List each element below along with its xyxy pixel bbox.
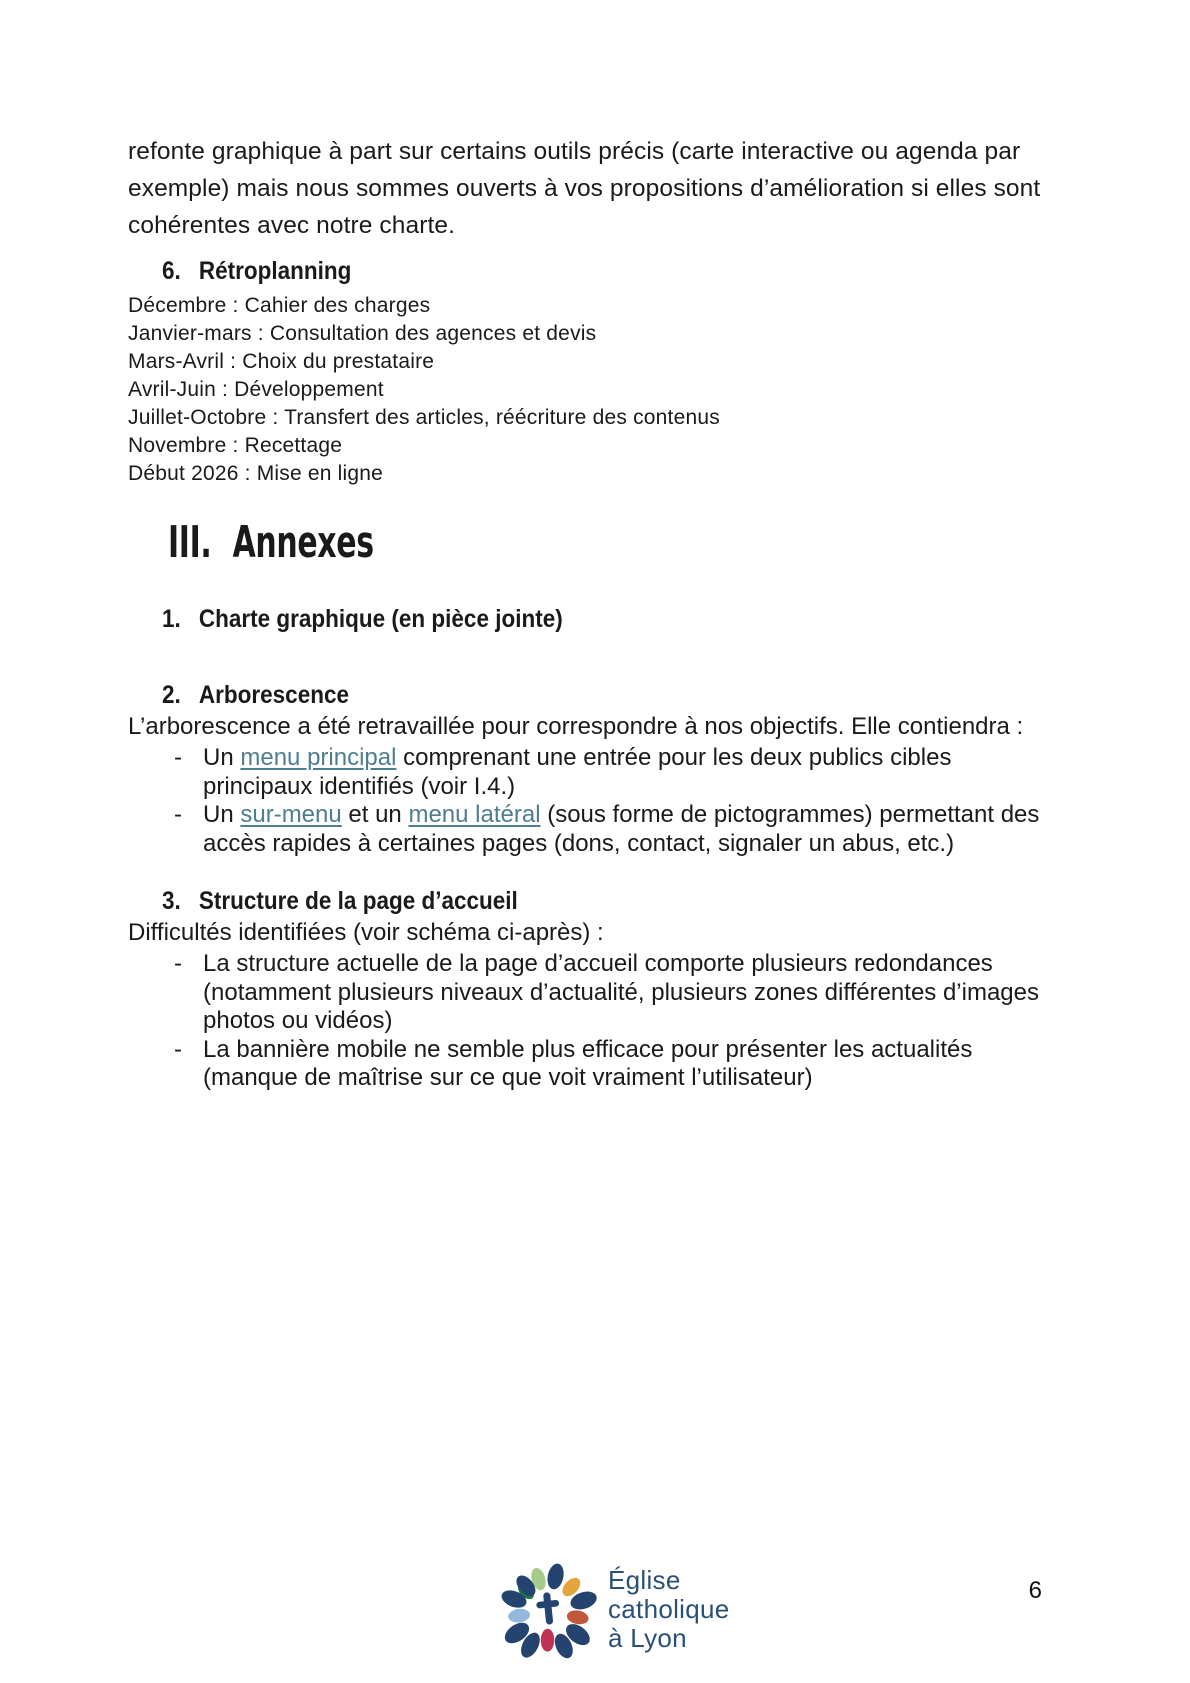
list-item-text: La bannière mobile ne semble plus efficace pour présenter les actualités (manque de maîtrise sur ce que voit vraiment l’utilisateur) <box>203 1035 973 1091</box>
schedule-line: Mars-Avril : Choix du prestataire <box>128 350 435 373</box>
heading-structure-accueil <box>128 886 1093 916</box>
heading-label: Charte graphique (en pièce jointe) <box>198 605 563 633</box>
cross-icon <box>535 1591 561 1625</box>
wordmark-line: Église <box>608 1565 681 1595</box>
bullet-dash: - <box>174 1035 182 1063</box>
retroplanning-schedule <box>128 292 1093 488</box>
schedule-line: Novembre : Recettage <box>128 434 343 457</box>
arborescence-intro: L’arborescence a été retravaillée pour correspondre à nos objectifs. Elle contiendra : <box>128 713 1024 740</box>
bullet-dash: - <box>174 744 182 771</box>
list-item-text <box>203 801 1048 858</box>
heading-label: Arborescence <box>198 681 349 709</box>
list-item <box>128 1036 1093 1093</box>
heading-number: 1. <box>162 605 181 633</box>
heading-number: III. <box>168 517 212 568</box>
heading-number: 3. <box>162 887 181 915</box>
list-item <box>128 744 1093 801</box>
schedule-line: Début 2026 : Mise en ligne <box>128 462 384 485</box>
link-menu-principal[interactable]: menu principal <box>240 744 397 771</box>
page-content <box>128 133 1093 1093</box>
list-item-text <box>203 744 1048 801</box>
list-item-text: La structure actuelle de la page d’accueil comporte plusieurs redondances (notamment plusieurs niveaux d’actualité, plusieurs zones différentes d’images photos ou vidéos) <box>203 950 1040 1034</box>
schedule-line: Juillet-Octobre : Transfert des articles, réécriture des contenus <box>128 406 720 429</box>
logo-wordmark <box>608 1566 730 1653</box>
text-segment: comprenant une entrée pour les deux publics cibles principaux identifiés (voir I.4.) <box>203 744 952 800</box>
wordmark-line: à Lyon <box>608 1623 687 1653</box>
bullet-dash: - <box>174 801 182 828</box>
arborescence-list <box>128 744 1093 858</box>
link-sur-menu[interactable]: sur-menu <box>240 801 342 828</box>
text-segment: Un <box>203 744 241 771</box>
page-number: 6 <box>1028 1577 1042 1604</box>
intro-paragraph: refonte graphique à part sur certains outils précis (carte interactive ou agenda par exemple) mais nous sommes ouverts à vos propositions d’amélioration si elles sont cohérentes avec notre charte. <box>128 138 1041 239</box>
wordmark-line: catholique <box>608 1594 730 1624</box>
heading-label: Rétroplanning <box>198 257 352 285</box>
difficultes-list <box>128 950 1093 1093</box>
heading-charte-graphique <box>128 604 1093 634</box>
schedule-line: Avril-Juin : Développement <box>128 378 384 401</box>
text-segment: et un <box>341 801 409 828</box>
list-item <box>128 950 1093 1036</box>
heading-number: 6. <box>162 257 181 285</box>
text-segment: Un <box>203 801 241 828</box>
heading-annexes <box>128 518 1093 568</box>
bullet-dash: - <box>174 950 182 977</box>
difficultes-intro: Difficultés identifiées (voir schéma ci-après) : <box>128 919 604 946</box>
heading-number: 2. <box>162 681 181 709</box>
schedule-line: Décembre : Cahier des charges <box>128 294 431 317</box>
link-menu-lateral[interactable]: menu latéral <box>408 801 541 828</box>
text-segment: (sous forme de pictogrammes) permettant des accès rapides à certaines pages (dons, contact, signaler un abus, etc.) <box>203 801 1040 857</box>
schedule-line: Janvier-mars : Consultation des agences et devis <box>128 322 597 345</box>
eglise-catholique-lyon-logo <box>496 1558 730 1662</box>
heading-retroplanning <box>128 256 1093 286</box>
heading-label: Annexes <box>232 517 374 568</box>
list-item <box>128 801 1093 858</box>
heading-label: Structure de la page d’accueil <box>198 887 518 915</box>
logo-wreath-cross-icon <box>496 1558 600 1662</box>
heading-arborescence <box>128 680 1093 710</box>
